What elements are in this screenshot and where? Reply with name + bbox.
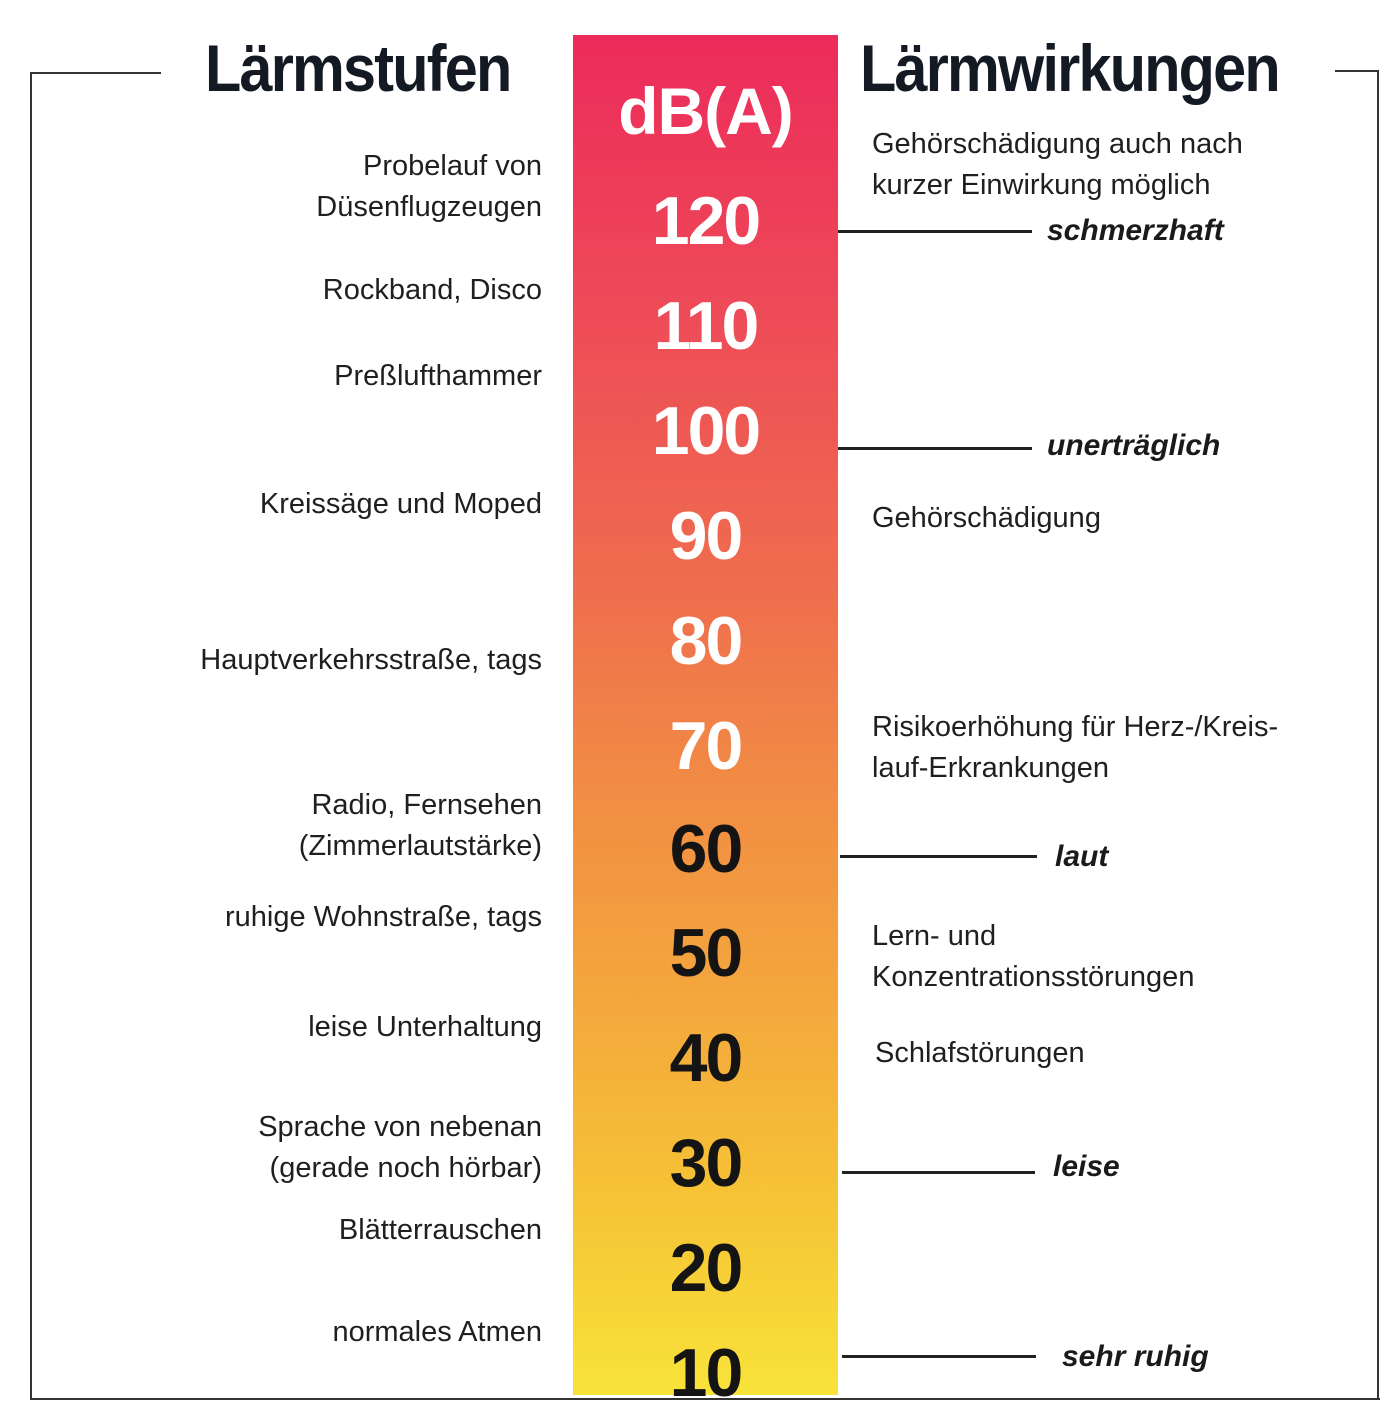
- threshold-line-quiet: [842, 1171, 1035, 1174]
- level-110: 110: [653, 288, 758, 364]
- threshold-line-very-quiet: [842, 1355, 1036, 1358]
- threshold-line-painful: [838, 230, 1032, 233]
- frame-right-line: [1377, 70, 1379, 1400]
- level-30: 30: [669, 1125, 742, 1201]
- level-70: 70: [669, 708, 742, 784]
- source-quiet-residential-street: ruhige Wohnstraße, tags: [224, 901, 542, 933]
- source-circular-saw-moped: Kreissäge und Moped: [259, 488, 542, 520]
- level-50: 50: [669, 915, 742, 991]
- source-speech-next-room: Sprache von nebenan (gerade noch hörbar): [258, 1111, 542, 1184]
- threshold-quiet: leise: [1053, 1150, 1120, 1183]
- threshold-loud: laut: [1055, 840, 1109, 873]
- effect-sleep-disorders: Schlafstörungen: [875, 1037, 1085, 1069]
- level-10: 10: [669, 1335, 742, 1411]
- source-rockband-disco: Rockband, Disco: [322, 274, 542, 306]
- level-100: 100: [651, 393, 760, 469]
- level-80: 80: [669, 603, 742, 679]
- threshold-line-loud: [840, 855, 1037, 858]
- source-jackhammer: Preßlufthammer: [334, 360, 542, 392]
- source-normal-breathing: normales Atmen: [332, 1316, 542, 1348]
- threshold-unbearable: unerträglich: [1047, 429, 1221, 462]
- source-rustling-leaves: Blätterrauschen: [338, 1214, 542, 1246]
- threshold-very-quiet: sehr ruhig: [1062, 1340, 1209, 1373]
- frame-top-right-line: [1335, 70, 1378, 72]
- effect-cardiovascular-risk: Risikoerhöhung für Herz-/Kreis- lauf-Erkrankungen: [872, 711, 1279, 784]
- effect-hearing-damage-short: Gehörschädigung auch nach kurzer Einwirkung möglich: [872, 128, 1243, 201]
- threshold-line-unbearable: [838, 447, 1032, 450]
- frame-top-left-line: [30, 72, 161, 74]
- heading-noise-effects: Lärmwirkungen: [860, 31, 1279, 105]
- level-60: 60: [669, 811, 742, 887]
- heading-noise-levels: Lärmstufen: [205, 31, 511, 105]
- unit-label: dB(A): [618, 74, 793, 148]
- level-40: 40: [669, 1020, 742, 1096]
- threshold-painful: schmerzhaft: [1047, 214, 1224, 247]
- decibel-scale-bar: [573, 35, 838, 1411]
- level-90: 90: [669, 498, 742, 574]
- frame-left-line: [30, 72, 32, 1400]
- effect-concentration-disorders: Lern- und Konzentrationsstörungen: [872, 920, 1195, 993]
- source-jet-engine-test: Probelauf von Düsenflugzeugen: [316, 150, 542, 223]
- source-main-road-day: Hauptverkehrsstraße, tags: [200, 644, 542, 676]
- level-120: 120: [651, 183, 760, 259]
- level-20: 20: [669, 1230, 742, 1306]
- effect-hearing-damage: Gehörschädigung: [872, 502, 1101, 534]
- source-quiet-conversation: leise Unterhaltung: [308, 1011, 542, 1043]
- source-radio-tv: Radio, Fernsehen (Zimmerlautstärke): [298, 789, 542, 862]
